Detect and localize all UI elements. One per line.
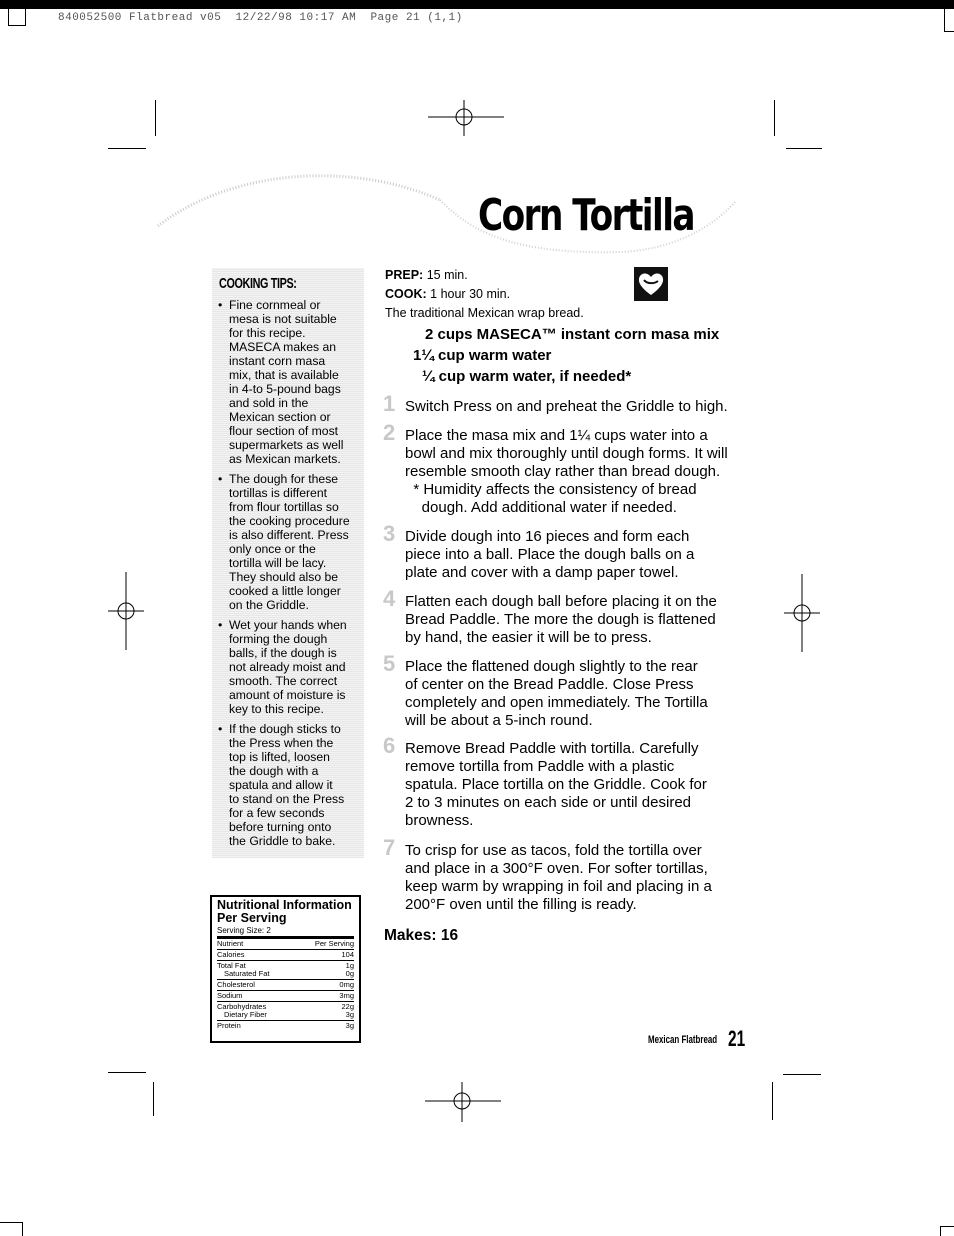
step-number: 6 — [383, 733, 396, 758]
nutrient-sub-value: 3g — [345, 1010, 354, 1019]
serving-size: Serving Size: 2 — [217, 926, 271, 935]
recipe-step — [405, 842, 755, 914]
cooking-tip-line: as Mexican markets. — [229, 452, 341, 466]
crop-mark — [108, 1072, 146, 1073]
step-line: Flatten each dough ball before placing it on the — [405, 593, 717, 610]
nutrient-value: 3mg — [339, 991, 354, 1000]
step-line: resemble smooth clay rather than bread dough. — [405, 463, 721, 480]
bullet-icon: • — [218, 722, 223, 736]
nutrition-panel — [210, 895, 361, 1043]
recipe-step — [405, 658, 755, 730]
nutrient-name: Calories — [217, 950, 245, 959]
cook-time — [385, 287, 510, 302]
step-number: 1 — [383, 391, 396, 416]
nutrient-value: 0mg — [339, 980, 354, 989]
cooking-tip-line: supermarkets as well — [229, 438, 344, 452]
cooking-tip-line: instant corn masa — [229, 354, 326, 368]
cooking-tip-line: before turning onto — [229, 820, 332, 834]
step-line: keep warm by wrapping in foil and placing in a — [405, 878, 712, 895]
step-number: 3 — [383, 521, 396, 546]
nutrient-name: Sodium — [217, 991, 243, 1000]
registration-mark-right — [784, 574, 820, 652]
cooking-tip-line: flour section of most — [229, 424, 339, 438]
ingredient-3: ¼ cup warm water, if needed* — [422, 368, 632, 385]
step-line: bowl and mix thoroughly until dough forms. It will — [405, 445, 728, 462]
step-line: Place the masa mix and 1¼ cups water into a — [405, 427, 708, 444]
nutrition-row — [217, 950, 354, 961]
crop-mark — [774, 100, 775, 136]
nutrient-sub-name: Dietary Fiber — [224, 1010, 267, 1019]
nutrient-name: Cholesterol — [217, 980, 255, 989]
step-line: of center on the Bread Paddle. Close Press — [405, 676, 694, 693]
cooking-tip-line: They should also be — [229, 570, 339, 584]
prep-value: 15 min. — [426, 268, 468, 282]
corner-mark-tr — [944, 9, 954, 32]
cook-label: COOK: — [385, 287, 427, 301]
cooking-tip-line: not already moist and — [229, 660, 346, 674]
nutrition-title-line2: Per Serving — [217, 911, 287, 925]
cooking-tip-line: to stand on the Press — [229, 792, 345, 806]
nutrient-value: 22g — [341, 1002, 354, 1011]
nutrient-column-header: Nutrient — [217, 939, 244, 948]
cooking-tip-line: is also different. Press — [229, 528, 349, 542]
step-line: Bread Paddle. The more the dough is flattened — [405, 611, 716, 628]
per-serving-column-header: Per Serving — [314, 939, 354, 948]
nutrient-name: Carbohydrates — [217, 1002, 267, 1011]
corner-mark-tl — [8, 8, 26, 26]
cooking-tip-line: Fine cornmeal or — [229, 298, 321, 312]
step-line: spatula. Place tortilla on the Griddle. Cook for — [405, 776, 707, 793]
step-line: completely and open immediately. The Tortilla — [405, 694, 708, 711]
cooking-tip-line: the Press when the — [229, 736, 334, 750]
ingredient-2: 1¼ cup warm water — [413, 347, 552, 364]
cooking-tip-line: MASECA makes an — [229, 340, 337, 354]
corner-mark-bl — [0, 1222, 23, 1236]
step-line: remove tortilla from Paddle with a plastic — [405, 758, 675, 775]
nutrition-row — [217, 1021, 354, 1031]
nutrient-value: 3g — [345, 1021, 354, 1030]
recipe-step — [405, 398, 755, 416]
nutrition-rows — [217, 950, 354, 1031]
cooking-tip — [218, 472, 362, 612]
cooking-tip-line: Wet your hands when — [229, 618, 347, 632]
step-line: * Humidity affects the consistency of bread — [405, 481, 697, 498]
step-number: 7 — [383, 835, 396, 860]
cook-value: 1 hour 30 min. — [430, 287, 511, 301]
nutrition-header-row — [217, 939, 354, 950]
cooking-tip-text — [229, 472, 362, 612]
cooking-tip-line: for this recipe. — [229, 326, 306, 340]
cooking-tip-line: forming the dough — [229, 632, 328, 646]
step-line: will be about a 5-inch round. — [405, 712, 593, 729]
recipe-description: The traditional Mexican wrap bread. — [385, 306, 584, 320]
cooking-tips-heading: COOKING TIPS: — [219, 275, 297, 292]
crop-mark — [783, 1074, 821, 1075]
cooking-tip-line: the cooking procedure — [229, 514, 350, 528]
nutrient-sub-name: Saturated Fat — [224, 969, 270, 978]
step-line: piece into a ball. Place the dough balls on a — [405, 546, 695, 563]
cooking-tip-line: Mexican section or — [229, 410, 331, 424]
cooking-tip-line: key to this recipe. — [229, 702, 324, 716]
page-title: Corn Tortilla — [478, 190, 695, 241]
cooking-tip — [218, 298, 362, 466]
step-line: browness. — [405, 812, 474, 829]
cooking-tip-line: tortillas is different — [229, 486, 327, 500]
registration-mark-left — [108, 572, 144, 650]
step-line: Switch Press on and preheat the Griddle to high. — [405, 398, 728, 415]
footer-section-label: Mexican Flatbread — [648, 1034, 718, 1046]
bullet-icon: • — [218, 298, 223, 312]
cooking-tip-line: the dough with a — [229, 764, 319, 778]
registration-mark-bottom — [425, 1082, 501, 1122]
ingredient-1: 2 cups MASECA™ instant corn masa mix — [425, 326, 720, 343]
cooking-tip-text — [229, 722, 362, 848]
step-line: To crisp for use as tacos, fold the tortilla over — [405, 842, 702, 859]
nutrient-value: 104 — [341, 950, 354, 959]
nutrition-row — [217, 991, 354, 1002]
cooking-tip-line: on the Griddle. — [229, 598, 309, 612]
step-line: Remove Bread Paddle with tortilla. Carefully — [405, 740, 699, 757]
cooking-tip-line: The dough for these — [229, 472, 339, 486]
recipe-step — [405, 593, 755, 647]
registration-mark-top — [428, 100, 504, 136]
nutrition-row — [217, 961, 354, 980]
step-line: by hand, the easier it will be to press. — [405, 629, 652, 646]
cooking-tip-line: balls, if the dough is — [229, 646, 337, 660]
nutrition-row — [217, 980, 354, 991]
nutrition-row — [217, 1002, 354, 1021]
cooking-tip-line: the Griddle to bake. — [229, 834, 336, 848]
crop-mark — [108, 148, 146, 149]
cooking-tip-line: amount of moisture is — [229, 688, 346, 702]
step-line: 200°F oven until the filling is ready. — [405, 896, 637, 913]
nutrient-value: 1g — [345, 961, 354, 970]
cooking-tip-line: smooth. The correct — [229, 674, 338, 688]
nutrient-name: Protein — [217, 1021, 241, 1030]
nutrition-title-line1: Nutritional Information — [217, 898, 352, 912]
cooking-tip-line: cooked a little longer — [229, 584, 341, 598]
cooking-tip-text — [229, 298, 362, 466]
cooking-tip-line: mesa is not suitable — [229, 312, 337, 326]
crop-mark — [153, 1082, 154, 1116]
page-number: 21 — [728, 1026, 746, 1051]
cooking-tip — [218, 618, 362, 716]
cooking-tip-line: from flour tortillas so — [229, 500, 339, 514]
bullet-icon: • — [218, 472, 223, 486]
cooking-tip-line: top is lifted, loosen — [229, 750, 330, 764]
step-number: 2 — [383, 420, 396, 445]
step-line: and place in a 300°F oven. For softer tortillas, — [405, 860, 708, 877]
cooking-tip-line: mix, that is available — [229, 368, 339, 382]
cooking-tip-line: spatula and allow it — [229, 778, 333, 792]
crop-mark — [786, 148, 822, 149]
top-bar — [0, 0, 954, 9]
prep-time — [385, 268, 468, 283]
step-line: plate and cover with a damp paper towel. — [405, 564, 679, 581]
nutrient-name: Total Fat — [217, 961, 246, 970]
step-line: dough. Add additional water if needed. — [405, 499, 677, 516]
step-number: 5 — [383, 651, 396, 676]
cooking-tip-line: only once or the — [229, 542, 316, 556]
recipe-step — [405, 427, 755, 517]
cooking-tip-line: tortilla will be lacy. — [229, 556, 327, 570]
step-line: Divide dough into 16 pieces and form each — [405, 528, 690, 545]
prep-label: PREP: — [385, 268, 424, 282]
cooking-tip-text — [229, 618, 362, 716]
cooking-tip-line: and sold in the — [229, 396, 309, 410]
step-number: 4 — [383, 586, 396, 611]
cooking-tip-line: If the dough sticks to — [229, 722, 341, 736]
nutrient-sub-value: 0g — [345, 969, 354, 978]
cooking-tip-line: for a few seconds — [229, 806, 325, 820]
crop-mark — [772, 1082, 773, 1120]
recipe-step — [405, 528, 755, 582]
cooking-tip — [218, 722, 362, 848]
bullet-icon: • — [218, 618, 223, 632]
recipe-step — [405, 740, 755, 830]
heart-icon — [634, 267, 668, 301]
file-header: 840052500 Flatbread v05 12/22/98 10:17 AM Page 21 (1,1) — [58, 12, 463, 24]
cooking-tip-line: in 4-to 5-pound bags — [229, 382, 341, 396]
crop-mark — [155, 100, 156, 136]
step-line: 2 to 3 minutes on each side or until desired — [405, 794, 692, 811]
step-line: Place the flattened dough slightly to the rear — [405, 658, 698, 675]
makes-yield: Makes: 16 — [384, 927, 459, 944]
